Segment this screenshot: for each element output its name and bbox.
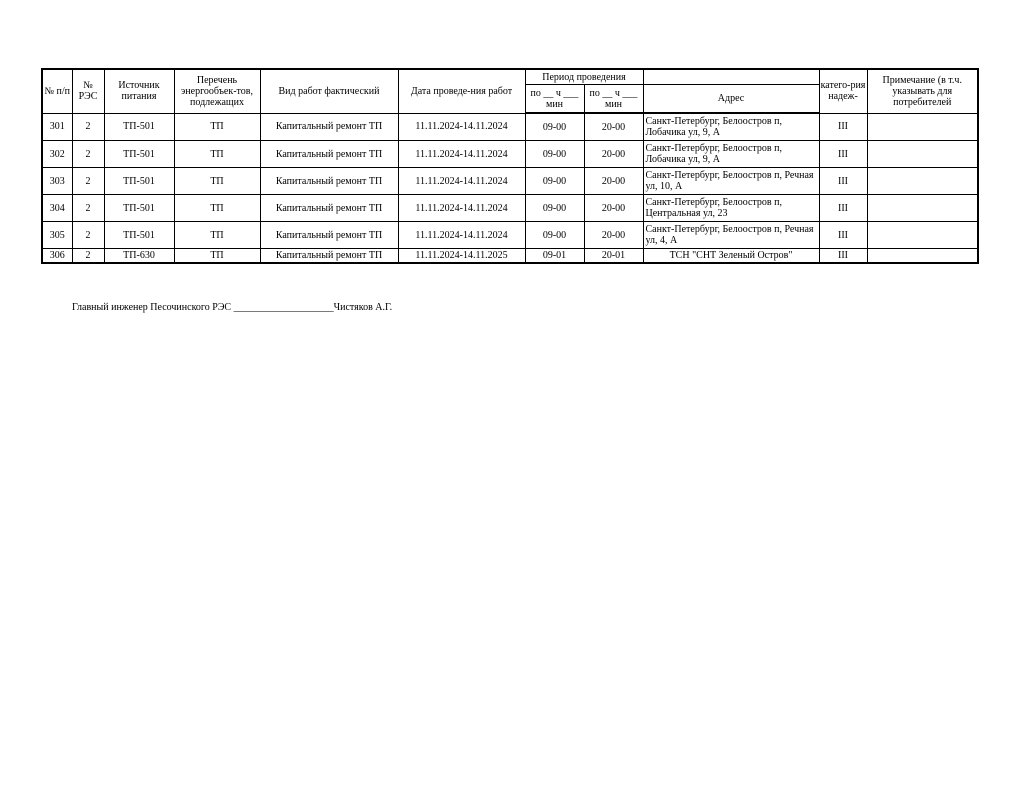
cell-category: III bbox=[819, 249, 867, 264]
cell-address: Санкт-Петербург, Белоостров п, Лобачика ул, 9, А bbox=[643, 141, 819, 168]
table-row bbox=[42, 113, 978, 141]
cell-work: Капитальный ремонт ТП bbox=[260, 168, 398, 195]
cell-note bbox=[867, 141, 978, 168]
header-source: Источник питания bbox=[104, 69, 174, 113]
table-row bbox=[42, 222, 978, 249]
outage-schedule-table bbox=[41, 68, 979, 264]
cell-source: ТП-501 bbox=[104, 222, 174, 249]
header-objects: Перечень энергообъек-тов, подлежащих bbox=[174, 69, 260, 113]
cell-date: 11.11.2024-14.11.2024 bbox=[398, 222, 525, 249]
cell-to: 20-01 bbox=[584, 249, 643, 264]
header-address: Адрес bbox=[643, 85, 819, 114]
cell-objects: ТП bbox=[174, 168, 260, 195]
cell-to: 20-00 bbox=[584, 113, 643, 141]
cell-res: 2 bbox=[72, 141, 104, 168]
signature-line: Главный инженер Песочинского РЭС ____________________Чистяков А.Г. bbox=[72, 302, 393, 313]
table-row bbox=[42, 141, 978, 168]
cell-from: 09-00 bbox=[525, 195, 584, 222]
cell-to: 20-00 bbox=[584, 222, 643, 249]
cell-source: ТП-501 bbox=[104, 113, 174, 141]
cell-res: 2 bbox=[72, 195, 104, 222]
cell-res: 2 bbox=[72, 249, 104, 264]
cell-num: 302 bbox=[42, 141, 72, 168]
cell-source: ТП-501 bbox=[104, 141, 174, 168]
cell-date: 11.11.2024-14.11.2025 bbox=[398, 249, 525, 264]
cell-address: Санкт-Петербург, Белоостров п, Центральная ул, 23 bbox=[643, 195, 819, 222]
cell-objects: ТП bbox=[174, 249, 260, 264]
cell-num: 304 bbox=[42, 195, 72, 222]
cell-res: 2 bbox=[72, 113, 104, 141]
header-date: Дата проведе-ния работ bbox=[398, 69, 525, 113]
cell-address: Санкт-Петербург, Белоостров п, Речная ул, 4, А bbox=[643, 222, 819, 249]
cell-from: 09-01 bbox=[525, 249, 584, 264]
cell-category: III bbox=[819, 168, 867, 195]
cell-work: Капитальный ремонт ТП bbox=[260, 195, 398, 222]
cell-from: 09-00 bbox=[525, 141, 584, 168]
header-to: по __ ч ___ мин bbox=[584, 85, 643, 114]
cell-note bbox=[867, 168, 978, 195]
cell-address: Санкт-Петербург, Белоостров п, Речная ул, 10, А bbox=[643, 168, 819, 195]
header-from: по __ ч ___ мин bbox=[525, 85, 584, 114]
table-row bbox=[42, 249, 978, 264]
cell-res: 2 bbox=[72, 222, 104, 249]
cell-work: Капитальный ремонт ТП bbox=[260, 113, 398, 141]
cell-from: 09-00 bbox=[525, 168, 584, 195]
cell-date: 11.11.2024-14.11.2024 bbox=[398, 113, 525, 141]
header-num: № п/п bbox=[42, 69, 72, 113]
cell-note bbox=[867, 222, 978, 249]
cell-source: ТП-501 bbox=[104, 168, 174, 195]
cell-address: Санкт-Петербург, Белоостров п, Лобачика ул, 9, А bbox=[643, 113, 819, 141]
cell-objects: ТП bbox=[174, 113, 260, 141]
cell-work: Капитальный ремонт ТП bbox=[260, 222, 398, 249]
cell-objects: ТП bbox=[174, 222, 260, 249]
cell-num: 301 bbox=[42, 113, 72, 141]
cell-note bbox=[867, 113, 978, 141]
cell-from: 09-00 bbox=[525, 222, 584, 249]
cell-category: III bbox=[819, 195, 867, 222]
cell-objects: ТП bbox=[174, 195, 260, 222]
cell-work: Капитальный ремонт ТП bbox=[260, 141, 398, 168]
cell-category: III bbox=[819, 113, 867, 141]
cell-note bbox=[867, 195, 978, 222]
cell-objects: ТП bbox=[174, 141, 260, 168]
cell-to: 20-00 bbox=[584, 195, 643, 222]
cell-work: Капитальный ремонт ТП bbox=[260, 249, 398, 264]
cell-category: III bbox=[819, 141, 867, 168]
header-category: катего-рия надеж- bbox=[819, 69, 867, 113]
cell-from: 09-00 bbox=[525, 113, 584, 141]
cell-date: 11.11.2024-14.11.2024 bbox=[398, 168, 525, 195]
cell-to: 20-00 bbox=[584, 141, 643, 168]
cell-category: III bbox=[819, 222, 867, 249]
cell-date: 11.11.2024-14.11.2024 bbox=[398, 195, 525, 222]
cell-source: ТП-501 bbox=[104, 195, 174, 222]
table-row bbox=[42, 195, 978, 222]
header-res: № РЭС bbox=[72, 69, 104, 113]
table-row bbox=[42, 168, 978, 195]
cell-note bbox=[867, 249, 978, 264]
cell-to: 20-00 bbox=[584, 168, 643, 195]
cell-num: 303 bbox=[42, 168, 72, 195]
cell-source: ТП-630 bbox=[104, 249, 174, 264]
header-address-top bbox=[643, 69, 819, 85]
cell-num: 306 bbox=[42, 249, 72, 264]
cell-res: 2 bbox=[72, 168, 104, 195]
cell-num: 305 bbox=[42, 222, 72, 249]
cell-date: 11.11.2024-14.11.2024 bbox=[398, 141, 525, 168]
cell-address: ТСН "СНТ Зеленый Остров" bbox=[643, 249, 819, 264]
header-note: Примечание (в т.ч. указывать для потребителей bbox=[867, 69, 978, 113]
header-period: Период проведения bbox=[525, 69, 643, 85]
header-work: Вид работ фактический bbox=[260, 69, 398, 113]
table-body bbox=[42, 113, 978, 263]
